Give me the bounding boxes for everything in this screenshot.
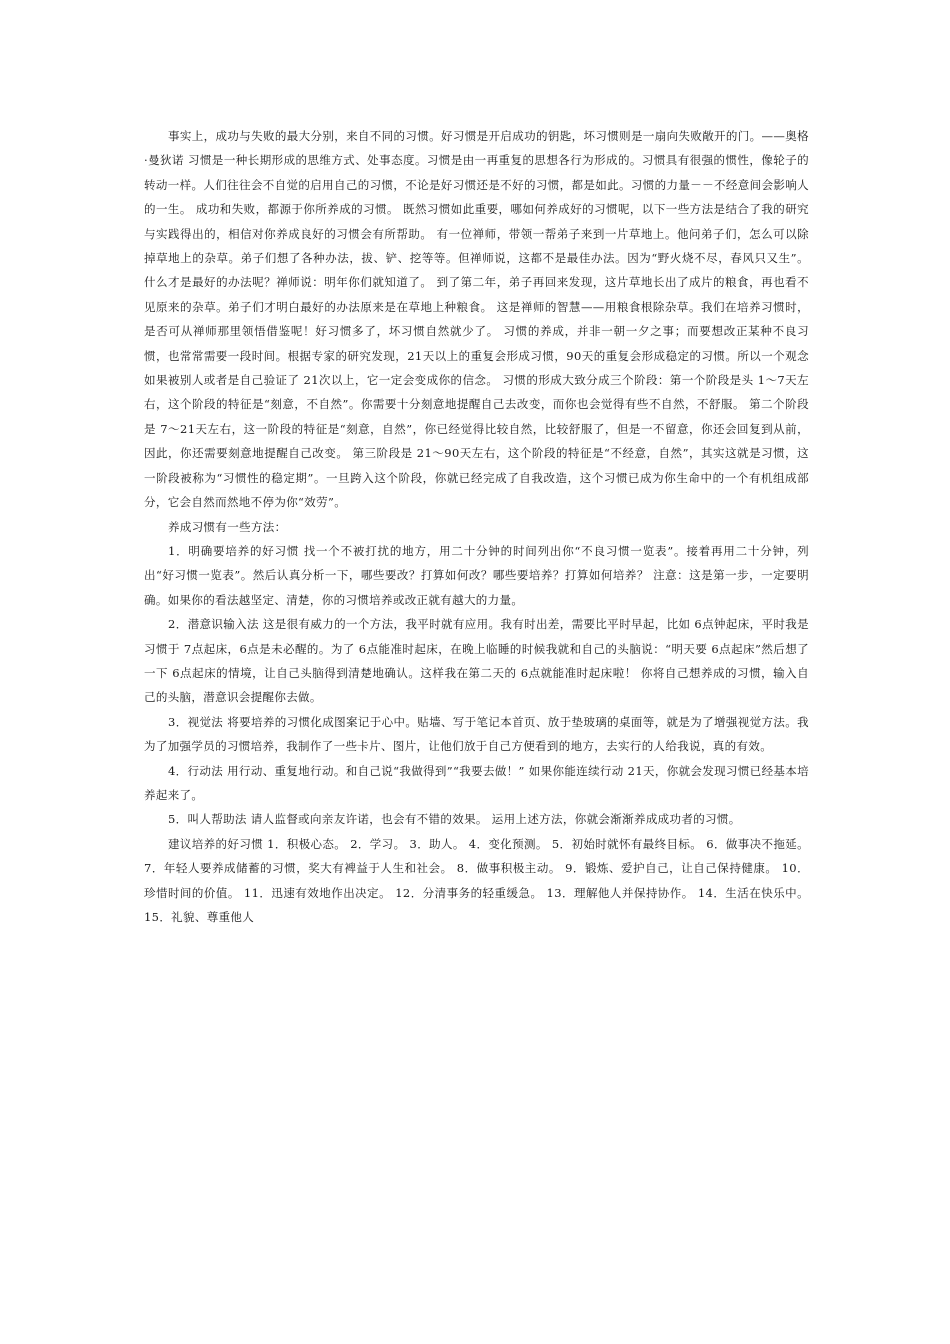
document-body: [144, 124, 809, 929]
suggested-habits-paragraph: 建议培养的好习惯 1．积极心态。 2．学习。 3．助人。 4．变化预测。 5．初始时就怀有最终目标。 6．做事决不拖延。 7．年轻人要养成储蓄的习惯，奖大有裨益于人生和社会。 8．做事积极主动。 9．锻炼、爱护自己，让自己保持健康。 10．珍惜时间的价值。 11．迅速有效地作出决定。 12．分清事务的轻重缓急。 13．理解他人并保持协作。 14．生活在快乐中。 15．礼貌、尊重他人: [144, 836, 809, 924]
intro-paragraph: 事实上，成功与失败的最大分别，来自不同的习惯。好习惯是开启成功的钥匙，坏习惯则是一扇向失败敞开的门。——奥格 ·曼狄诺 习惯是一种长期形成的思维方式、处事态度。习惯是由一再重复的思想各行为形成的。习惯具有很强的惯性，像轮子的转动一样。人们往往会不自觉的启用自己的习惯，不论是好习惯还是不好的习惯，都是如此。习惯的力量－－不经意间会影响人的一生。 成功和失败，都源于你所养成的习惯。 既然习惯如此重要，哪如何养成好的习惯呢，以下一些方法是结合了我的研究与实践得出的，相信对你养成良好的习惯会有所帮助。 有一位禅师，带领一帮弟子来到一片草地上。他问弟子们，怎么可以除掉草地上的杂草。弟子们想了各种办法，拔、铲、挖等等。但禅师说，这都不是最佳办法。因为“野火烧不尽，春风只又生”。 什么才是最好的办法呢？禅师说：明年你们就知道了。 到了第二年，弟子再回来发现，这片草地长出了成片的粮食，再也看不见原来的杂草。弟子们才明白最好的办法原来是在草地上种粮食。 这是禅师的智慧——用粮食根除杂草。我们在培养习惯时，是否可从禅师那里领悟借鉴呢！好习惯多了，坏习惯自然就少了。 习惯的养成，并非一朝一夕之事；而要想改正某种不良习惯，也常常需要一段时间。根据专家的研究发现，21天以上的重复会形成习惯，90天的重复会形成稳定的习惯。所以一个观念如果被别人或者是自己验证了 21次以上，它一定会变成你的信念。 习惯的形成大致分成三个阶段：第一个阶段是头 1～7天左右，这个阶段的特征是“刻意，不自然”。你需要十分刻意地提醒自己去改变，而你也会觉得有些不自然，不舒服。 第二个阶段是 7～21天左右，这一阶段的特征是“刻意，自然”，你已经觉得比较自然，比较舒服了，但是一不留意，你还会回复到从前，因此，你还需要刻意地提醒自己改变。 第三阶段是 21～90天左右，这个阶段的特征是“不经意，自然”，其实这就是习惯，这一阶段被称为“习惯性的稳定期”。一旦跨入这个阶段，你就已经完成了自我改造，这个习惯已成为你生命中的一个有机组成部分，它会自然而然地不停为你“效劳”。: [144, 129, 809, 510]
method-4-paragraph: 4．行动法 用行动、重复地行动。和自己说“我做得到”“我要去做！” 如果你能连续行动 21天，你就会发现习惯已经基本培养起来了。: [144, 763, 809, 802]
method-2-paragraph: 2．潜意识输入法 这是很有威力的一个方法，我平时就有应用。我有时出差，需要比平时早起，比如 6点钟起床，平时我是习惯于 7点起床，6点是未必醒的。为了 6点能准时起床，在晚上临睡的时候我就和自己的头脑说：“明天要 6点起床”然后想了一下 6点起床的情境，让自己头脑得到清楚地确认。这样我在第二天的 6点就能准时起床啦！ 你将自己想养成的习惯，输入自己的头脑，潜意识会提醒你去做。: [144, 617, 809, 705]
method-3-paragraph: 3．视觉法 将要培养的习惯化成图案记于心中。贴墙、写于笔记本首页、放于垫玻璃的桌面等，就是为了增强视觉方法。我为了加强学员的习惯培养，我制作了一些卡片、图片，让他们放于自己方便看到的地方，去实行的人给我说，真的有效。: [144, 714, 809, 754]
method-5-paragraph: 5．叫人帮助法 请人监督或向亲友许诺，也会有不错的效果。 运用上述方法，你就会渐渐养成成功者的习惯。: [168, 812, 741, 827]
method-1-paragraph: 1．明确要培养的好习惯 找一个不被打扰的地方，用二十分钟的时间列出你“不良习惯一览表”。接着再用二十分钟，列出“好习惯一览表”。然后认真分析一下，哪些要改？打算如何改？哪些要培养？打算如何培养？ 注意：这是第一步，一定要明确。如果你的看法越坚定、清楚，你的习惯培养或改正就有越大的力量。: [144, 543, 809, 607]
methods-heading: 养成习惯有一些方法：: [168, 519, 287, 534]
